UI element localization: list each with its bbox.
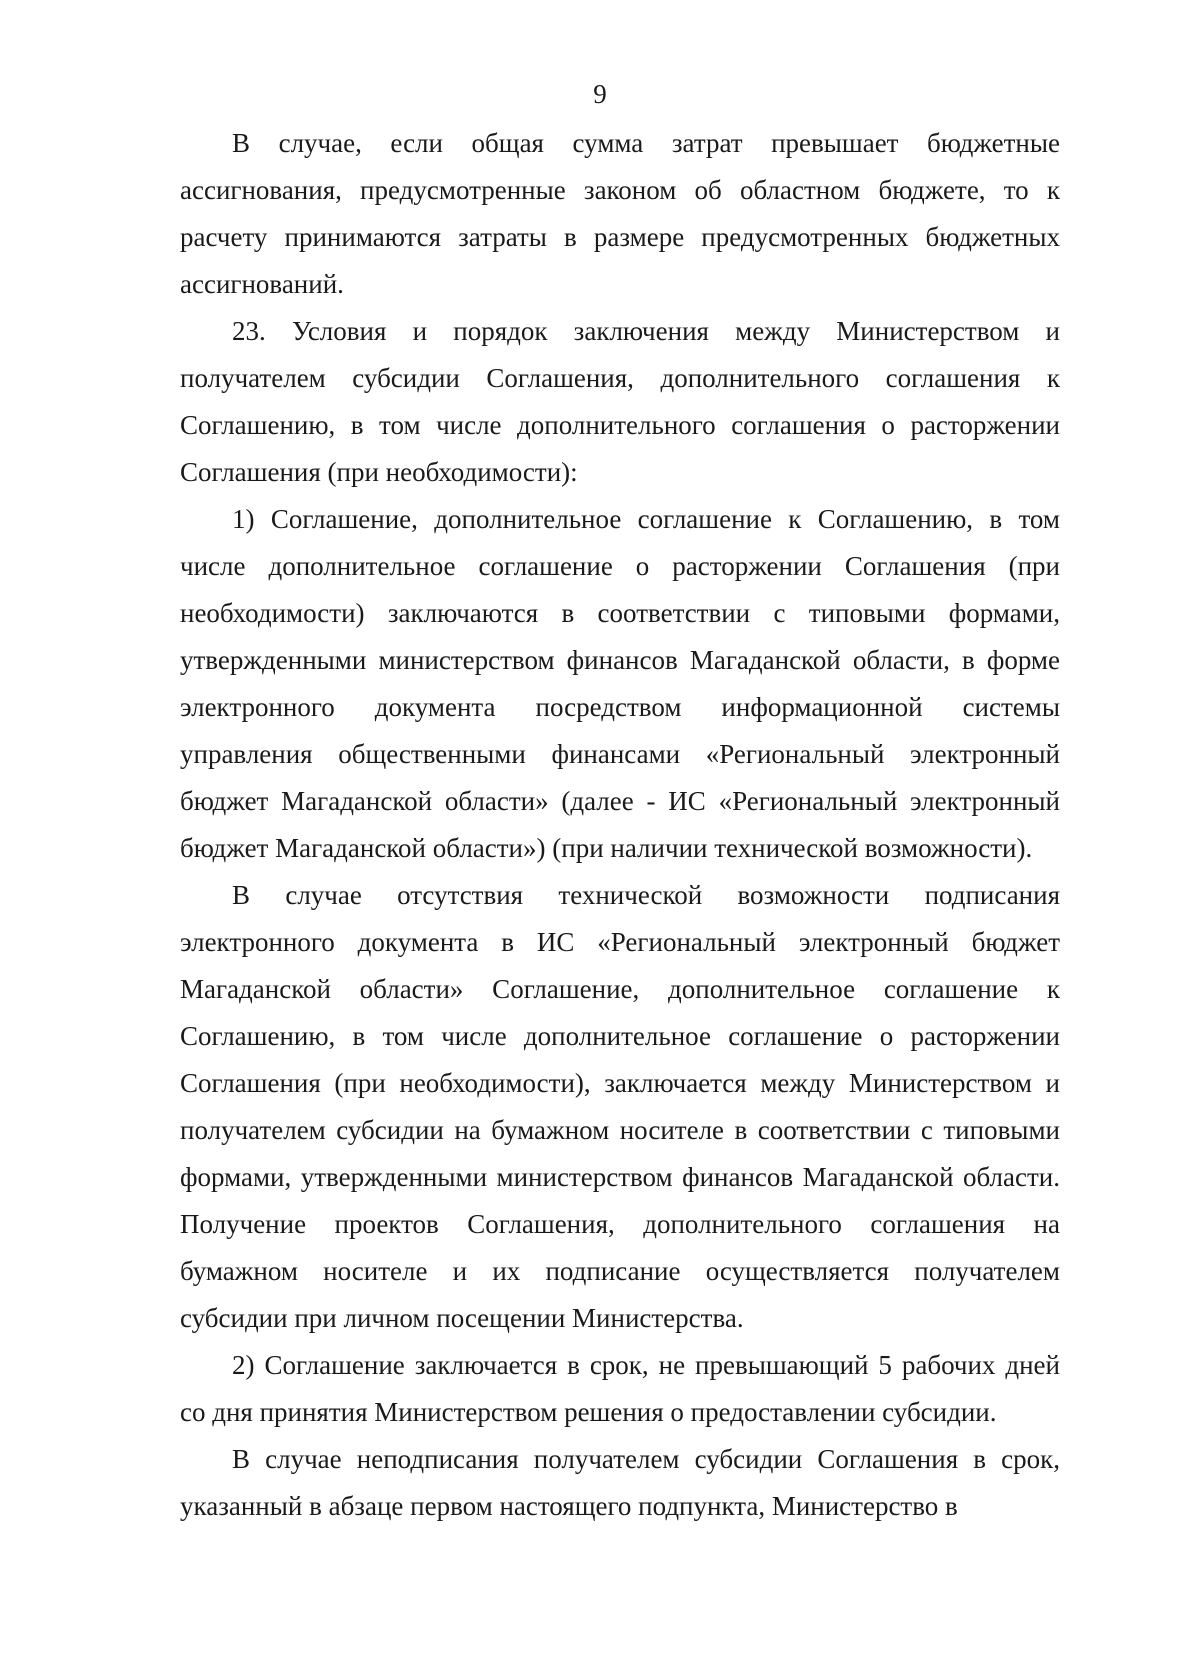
page-number: 9 [593,79,607,109]
document-body [180,120,1060,1530]
paragraph-paper-agreement: В случае отсутствия технической возможности подписания электронного документа в ИС «Региональный электронный бюджет Магаданской области» Соглашение, дополнительное соглашение к Соглашению, в том числе дополнительное соглашение о расторжении Соглашения (при необходимости), заключается между Министерством и получателем субсидии на бумажном носителе в соответствии с типовыми формами, утвержденными министерством финансов Магаданской области. Получение проектов Соглашения, дополнительного соглашения на бумажном носителе и их подписание осуществляется получателем субсидии при личном посещении Министерства. [180,880,1060,1333]
paragraph-unsigned-agreement: В случае неподписания получателем субсидии Соглашения в срок, указанный в абзаце первом настоящего подпункта, Министерство в [180,1444,1060,1521]
paragraph-item-23-heading: 23. Условия и порядок заключения между Министерством и получателем субсидии Соглашения, дополнительного соглашения к Соглашению, в том числе дополнительного соглашения о расторжении Соглашения (при необходимости): [180,316,1060,487]
paragraph-subitem-2: 2) Соглашение заключается в срок, не превышающий 5 рабочих дней со дня принятия Министерством решения о предоставлении субсидии. [180,1350,1060,1427]
paragraph-budget-limit: В случае, если общая сумма затрат превышает бюджетные ассигнования, предусмотренные законом об областном бюджете, то к расчету принимаются затраты в размере предусмотренных бюджетных ассигнований. [180,128,1060,299]
paragraph-subitem-1: 1) Соглашение, дополнительное соглашение к Соглашению, в том числе дополнительное соглашение о расторжении Соглашения (при необходимости) заключаются в соответствии с типовыми формами, утвержденными министерством финансов Магаданской области, в форме электронного документа посредством информационной системы управления общественными финансами «Региональный электронный бюджет Магаданской области» (далее - ИС «Региональный электронный бюджет Магаданской области») (при наличии технической возможности). [180,504,1060,863]
